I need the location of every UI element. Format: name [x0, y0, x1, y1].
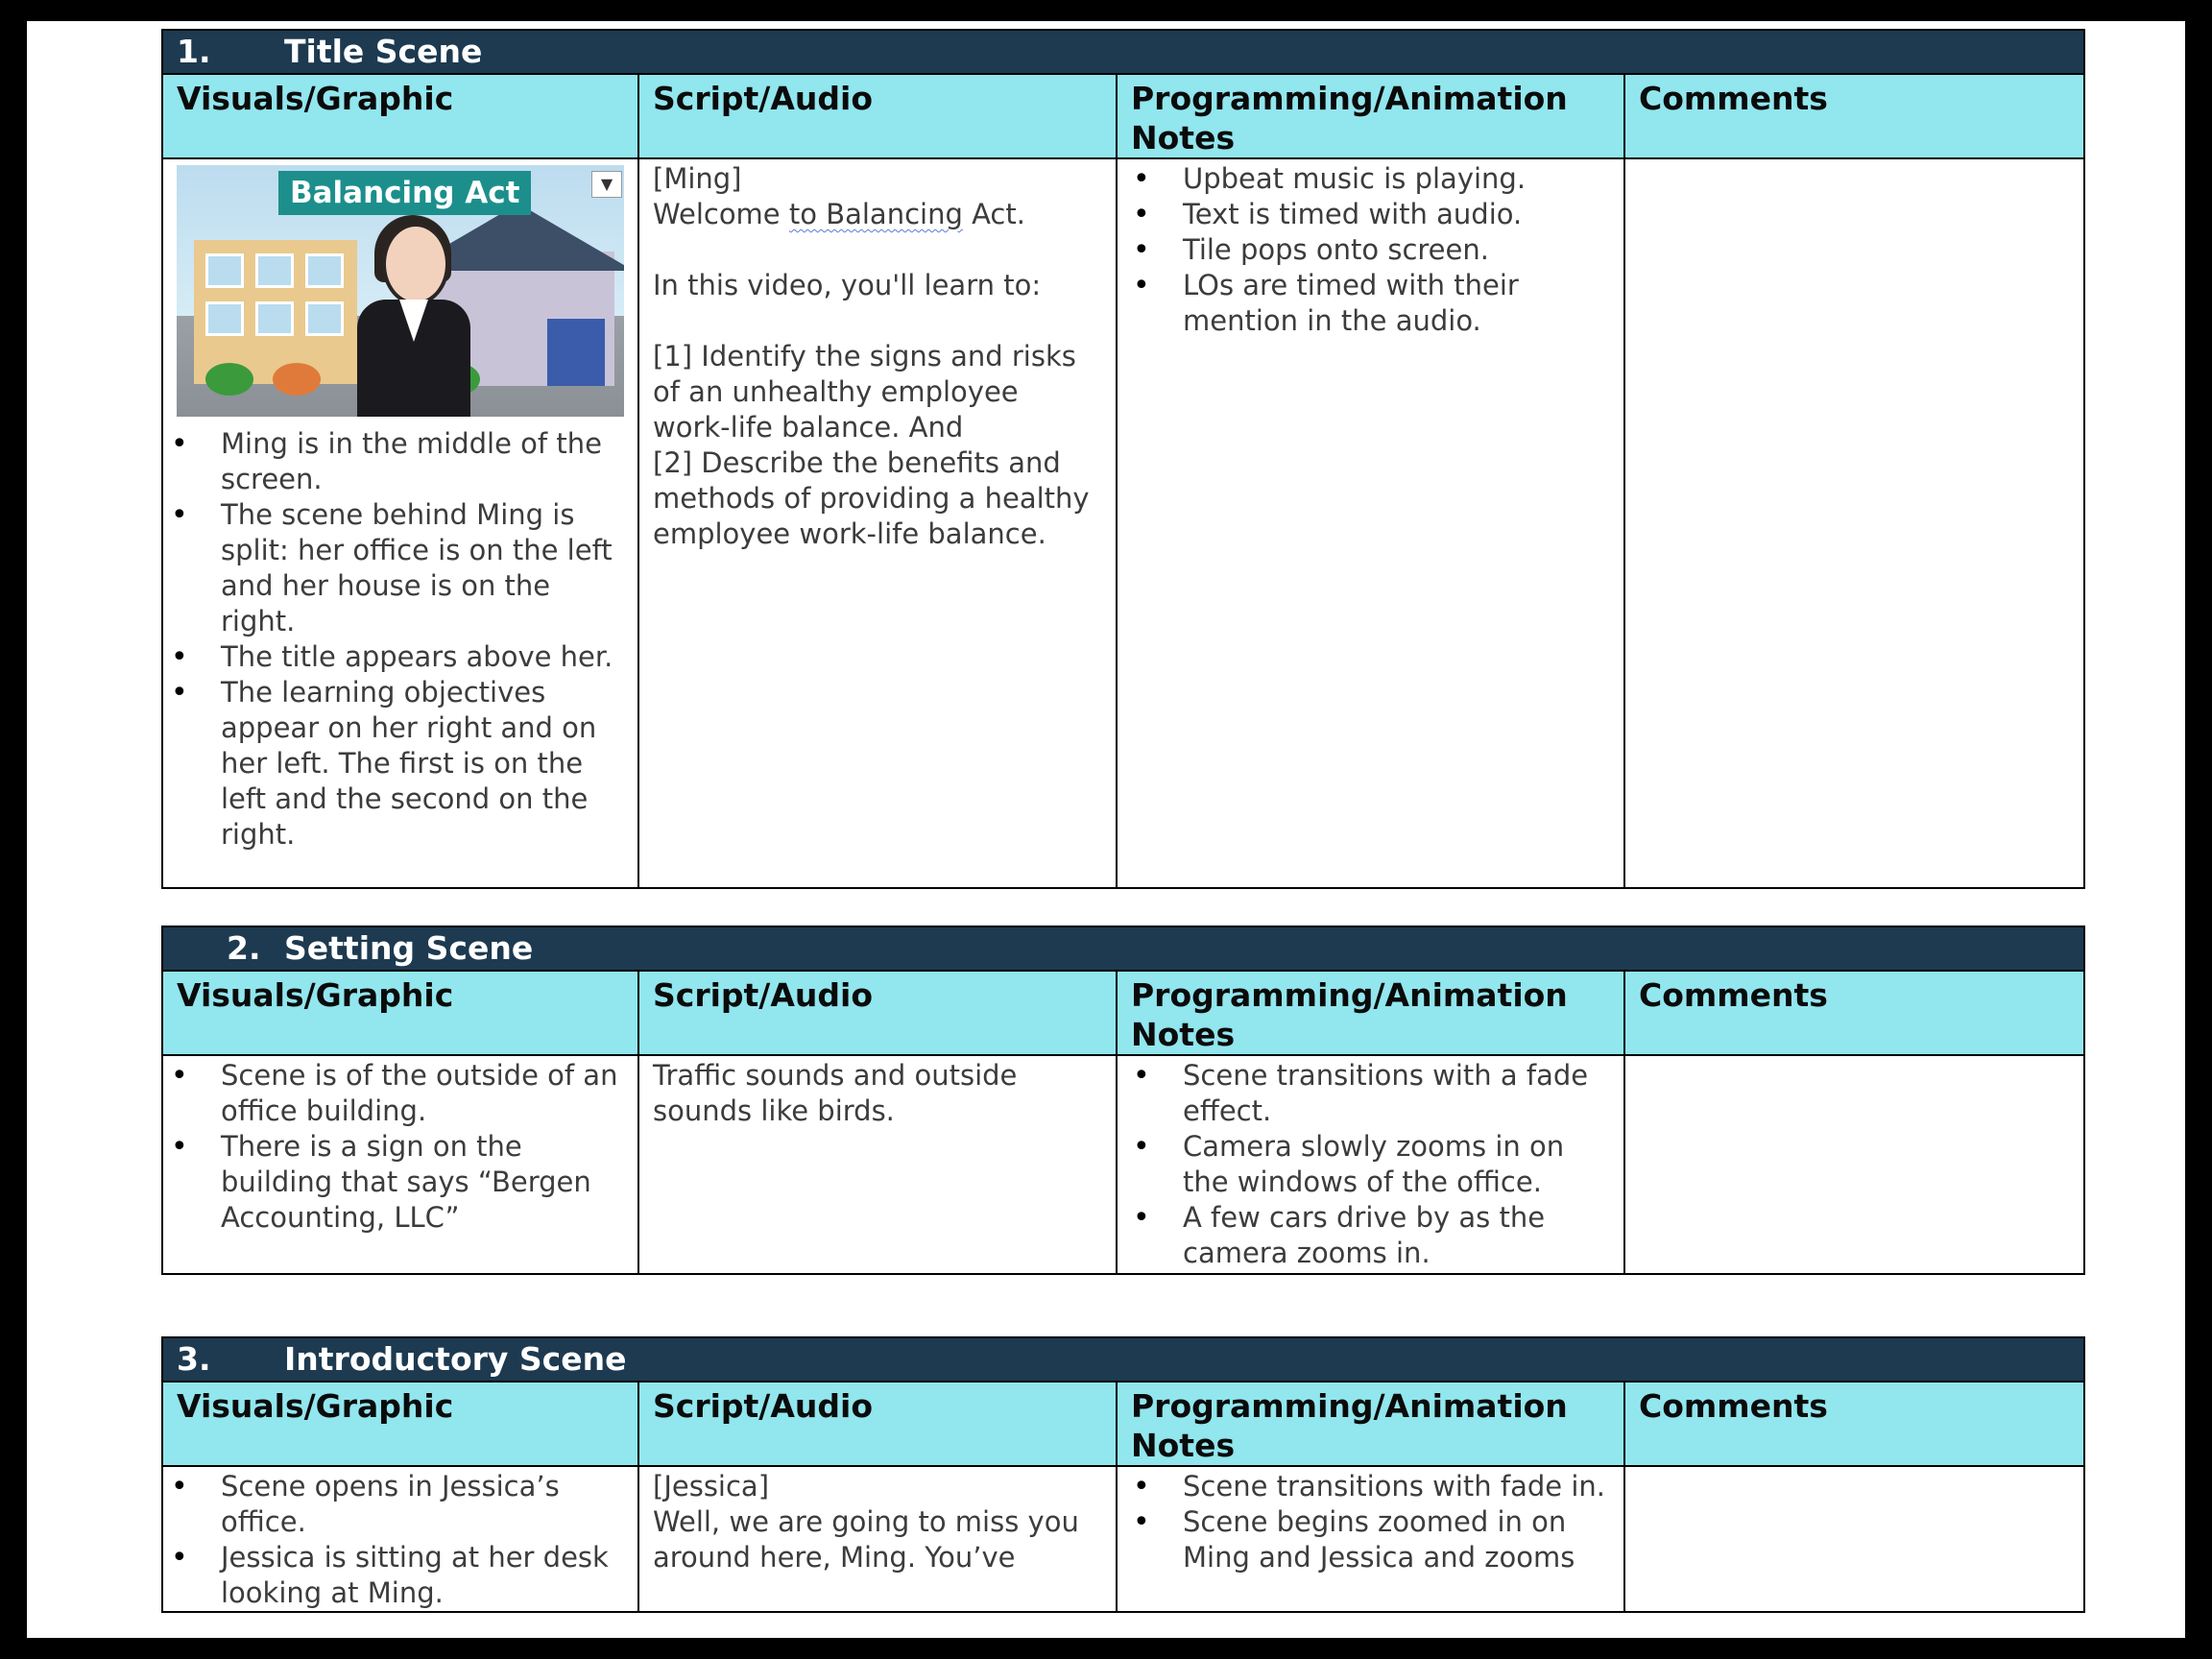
scene-title-bar	[162, 926, 2084, 971]
scene-1-table	[161, 29, 2085, 889]
header-visuals: Visuals/Graphic	[162, 971, 638, 1055]
document-page	[27, 21, 2185, 1638]
scene-title-bar	[162, 1337, 2084, 1382]
header-programming: Programming/Animation Notes	[1117, 971, 1624, 1055]
list-item: • Ming is in the middle of the screen.	[169, 426, 624, 497]
speaker-label: [Ming]	[653, 162, 742, 195]
list-item: • Scene opens in Jessica’s office.	[169, 1469, 624, 1540]
scene-number: 2.	[227, 929, 261, 967]
programming-list	[1131, 1469, 1610, 1575]
header-script: Script/Audio	[638, 1382, 1117, 1466]
list-item: • There is a sign on the building that says “Bergen Accounting, LLC”	[169, 1129, 624, 1236]
scene-title-bar	[162, 30, 2084, 74]
script-line: Well, we are going to miss you around here, Ming. You’ve	[653, 1505, 1079, 1574]
scene-number: 3.	[177, 1340, 211, 1378]
script-line	[653, 197, 1102, 232]
visuals-cell	[162, 1055, 638, 1274]
script-text: Welcome	[653, 198, 789, 230]
bush	[205, 363, 253, 396]
character-ming-head	[382, 223, 449, 305]
list-item: • The scene behind Ming is split: her office is on the left and her house is on the right.	[169, 497, 624, 639]
scene-title: Introductory Scene	[284, 1340, 627, 1378]
visuals-list	[169, 1469, 624, 1611]
comments-cell[interactable]	[1624, 158, 2084, 888]
visuals-list	[169, 426, 624, 853]
list-item: • The title appears above her.	[169, 639, 624, 675]
list-item: • Scene begins zoomed in on Ming and Jessica and zooms	[1131, 1504, 1610, 1575]
scene-title: Setting Scene	[284, 929, 534, 967]
list-item: • Text is timed with audio.	[1131, 197, 1610, 232]
garage-door	[547, 319, 605, 386]
list-item: • Upbeat music is playing.	[1131, 161, 1610, 197]
flowers	[273, 363, 321, 396]
office-building-illustration	[194, 240, 357, 384]
script-cell	[638, 1466, 1117, 1612]
list-item: • Scene transitions with a fade effect.	[1131, 1058, 1610, 1129]
list-item: • A few cars drive by as the camera zooms in.	[1131, 1200, 1610, 1271]
script-line: In this video, you'll learn to:	[653, 269, 1042, 301]
programming-cell	[1117, 1055, 1624, 1274]
script-line: Traffic sounds and outside sounds like birds.	[653, 1059, 1018, 1127]
title-banner: Balancing Act	[278, 171, 531, 215]
scene-3-table	[161, 1336, 2085, 1613]
programming-cell	[1117, 1466, 1624, 1612]
scene-title: Title Scene	[284, 33, 483, 70]
scene-2-table	[161, 926, 2085, 1275]
script-text: Act.	[962, 198, 1025, 230]
speaker-label: [Jessica]	[653, 1470, 770, 1503]
comments-cell[interactable]	[1624, 1055, 2084, 1274]
header-comments: Comments	[1624, 1382, 2084, 1466]
header-visuals: Visuals/Graphic	[162, 1382, 638, 1466]
list-item: • Jessica is sitting at her desk looking at Ming.	[169, 1540, 624, 1611]
spellcheck-underlined-text[interactable]: to Balancing	[788, 198, 963, 230]
title-scene-thumbnail[interactable]	[177, 165, 624, 417]
script-cell	[638, 158, 1117, 888]
header-script: Script/Audio	[638, 74, 1117, 158]
header-comments: Comments	[1624, 74, 2084, 158]
learning-objectives: [1] Identify the signs and risks of an unhealthy employee work-life balance. And [2] Describe the benefits and methods of providing a healthy employee work-life balance.	[653, 340, 1090, 550]
programming-list	[1131, 1058, 1610, 1271]
list-item: • LOs are timed with their mention in the audio.	[1131, 268, 1610, 339]
chevron-down-icon[interactable]: ▼	[591, 171, 622, 198]
header-programming: Programming/Animation Notes	[1117, 74, 1624, 158]
scene-number: 1.	[177, 33, 211, 70]
script-cell	[638, 1055, 1117, 1274]
list-item: • The learning objectives appear on her right and on her left. The first is on the left and the second on the right.	[169, 675, 624, 853]
list-item: • Scene is of the outside of an office building.	[169, 1058, 624, 1129]
header-visuals: Visuals/Graphic	[162, 74, 638, 158]
visuals-list	[169, 1058, 624, 1236]
comments-cell[interactable]	[1624, 1466, 2084, 1612]
programming-cell	[1117, 158, 1624, 888]
list-item: • Scene transitions with fade in.	[1131, 1469, 1610, 1504]
visuals-cell	[162, 158, 638, 888]
list-item: • Tile pops onto screen.	[1131, 232, 1610, 268]
header-programming: Programming/Animation Notes	[1117, 1382, 1624, 1466]
list-item: • Camera slowly zooms in on the windows of the office.	[1131, 1129, 1610, 1200]
header-script: Script/Audio	[638, 971, 1117, 1055]
visuals-cell	[162, 1466, 638, 1612]
programming-list	[1131, 161, 1610, 339]
header-comments: Comments	[1624, 971, 2084, 1055]
